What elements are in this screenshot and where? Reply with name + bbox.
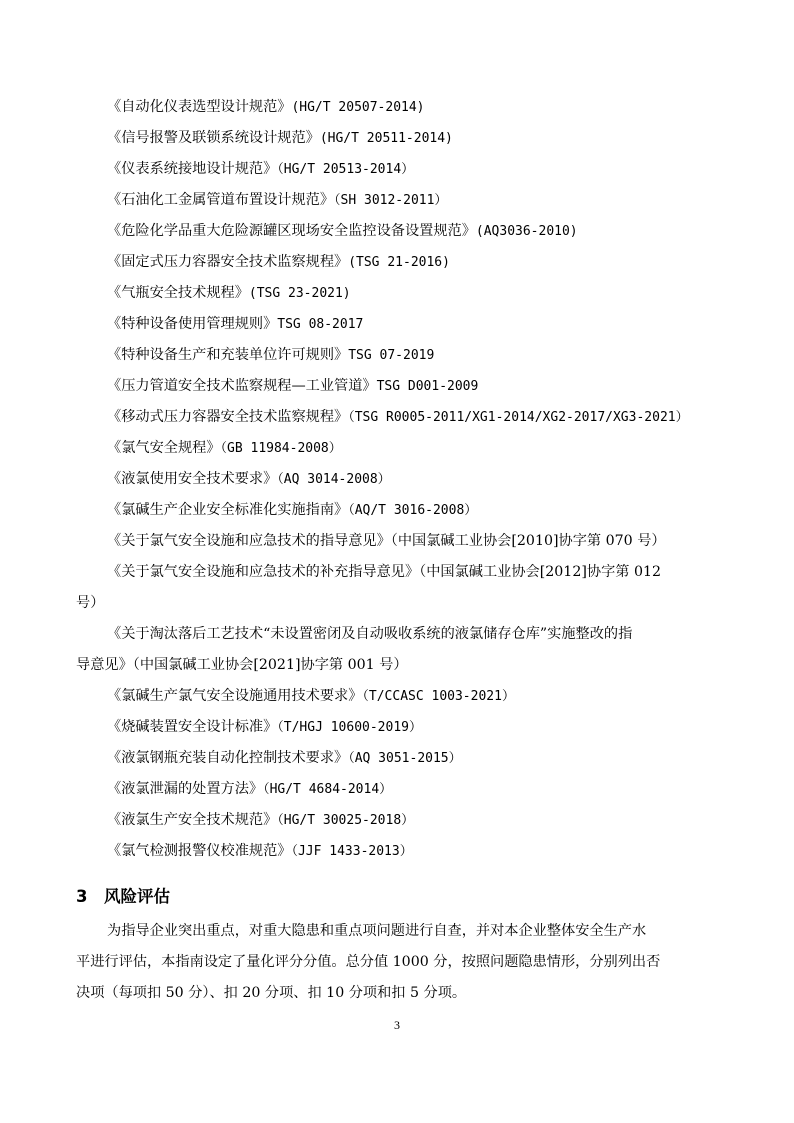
section-number: 3: [76, 887, 88, 906]
reference-item: 《特种设备生产和充装单位许可规则》TSG 07-2019: [107, 347, 435, 363]
reference-list: [76, 92, 726, 867]
reference-item: 《信号报警及联锁系统设计规范》(HG/T 20511-2014): [107, 130, 453, 146]
reference-item: 《固定式压力容器安全技术监察规程》(TSG 21-2016): [107, 254, 450, 270]
reference-item-wrapped-line2: 导意见》（中国氯碱工业协会[2021]协字第 001 号）: [76, 657, 408, 673]
reference-item: 《仪表系统接地设计规范》（HG/T 20513-2014）: [107, 161, 415, 177]
reference-item-wrapped-line2: 号）: [76, 595, 105, 611]
paragraph-line: 为指导企业突出重点，对重大隐患和重点项问题进行自查，并对本企业整体安全生产水: [107, 923, 647, 939]
reference-item: 《氯气安全规程》（GB 11984-2008）: [107, 440, 342, 456]
paragraph-line: 平进行评估，本指南设定了量化评分分值。总分值 1000 分，按照问题隐患情形，分别列出否: [76, 954, 661, 970]
reference-item: 《危险化学品重大危险源罐区现场安全监控设备设置规范》(AQ3036-2010): [107, 223, 578, 239]
section-title: 风险评估: [104, 887, 170, 906]
reference-item: 《液氯使用安全技术要求》（AQ 3014-2008）: [107, 471, 391, 487]
section-heading: [76, 883, 170, 911]
page-number: 3: [394, 1018, 400, 1032]
reference-item: 《石油化工金属管道布置设计规范》（SH 3012-2011）: [107, 192, 448, 208]
reference-item: 《移动式压力容器安全技术监察规程》（TSG R0005-2011/XG1-2014/XG2-2017/XG3-2021）: [107, 409, 689, 425]
reference-item: 《氯气检测报警仪校准规范》（JJF 1433-2013）: [107, 843, 413, 859]
reference-item: 《液氯泄漏的处置方法》（HG/T 4684-2014）: [107, 781, 393, 797]
reference-item: 《特种设备使用管理规则》TSG 08-2017: [107, 316, 364, 332]
reference-item: 《气瓶安全技术规程》(TSG 23-2021): [107, 285, 351, 301]
reference-item: 《自动化仪表选型设计规范》(HG/T 20507-2014): [107, 99, 425, 115]
reference-item: 《氯碱生产企业安全标准化实施指南》（AQ/T 3016-2008）: [107, 502, 478, 518]
body-paragraph: [76, 916, 726, 1009]
reference-item: 《压力管道安全技术监察规程—工业管道》TSG D001-2009: [107, 378, 479, 394]
reference-item: 《烧碱装置安全设计标准》（T/HGJ 10600-2019）: [107, 719, 422, 735]
reference-item: 《氯碱生产氯气安全设施通用技术要求》（T/CCASC 1003-2021）: [107, 688, 515, 704]
reference-item: 《液氯钢瓶充装自动化控制技术要求》（AQ 3051-2015）: [107, 750, 462, 766]
reference-item-wrapped-line1: 《关于氯气安全设施和应急技术的补充指导意见》（中国氯碱工业协会[2012]协字第 012: [107, 564, 662, 580]
reference-item: 《液氯生产安全技术规范》（HG/T 30025-2018）: [107, 812, 415, 828]
reference-item-wrapped-line1: 《关于淘汰落后工艺技术“未设置密闭及自动吸收系统的液氯储存仓库”实施整改的指: [107, 626, 633, 642]
paragraph-line: 决项（每项扣 50 分）、扣 20 分项、扣 10 分项和扣 5 分项。: [76, 985, 467, 1001]
reference-item: 《关于氯气安全设施和应急技术的指导意见》（中国氯碱工业协会[2010]协字第 070 号）: [107, 533, 666, 549]
